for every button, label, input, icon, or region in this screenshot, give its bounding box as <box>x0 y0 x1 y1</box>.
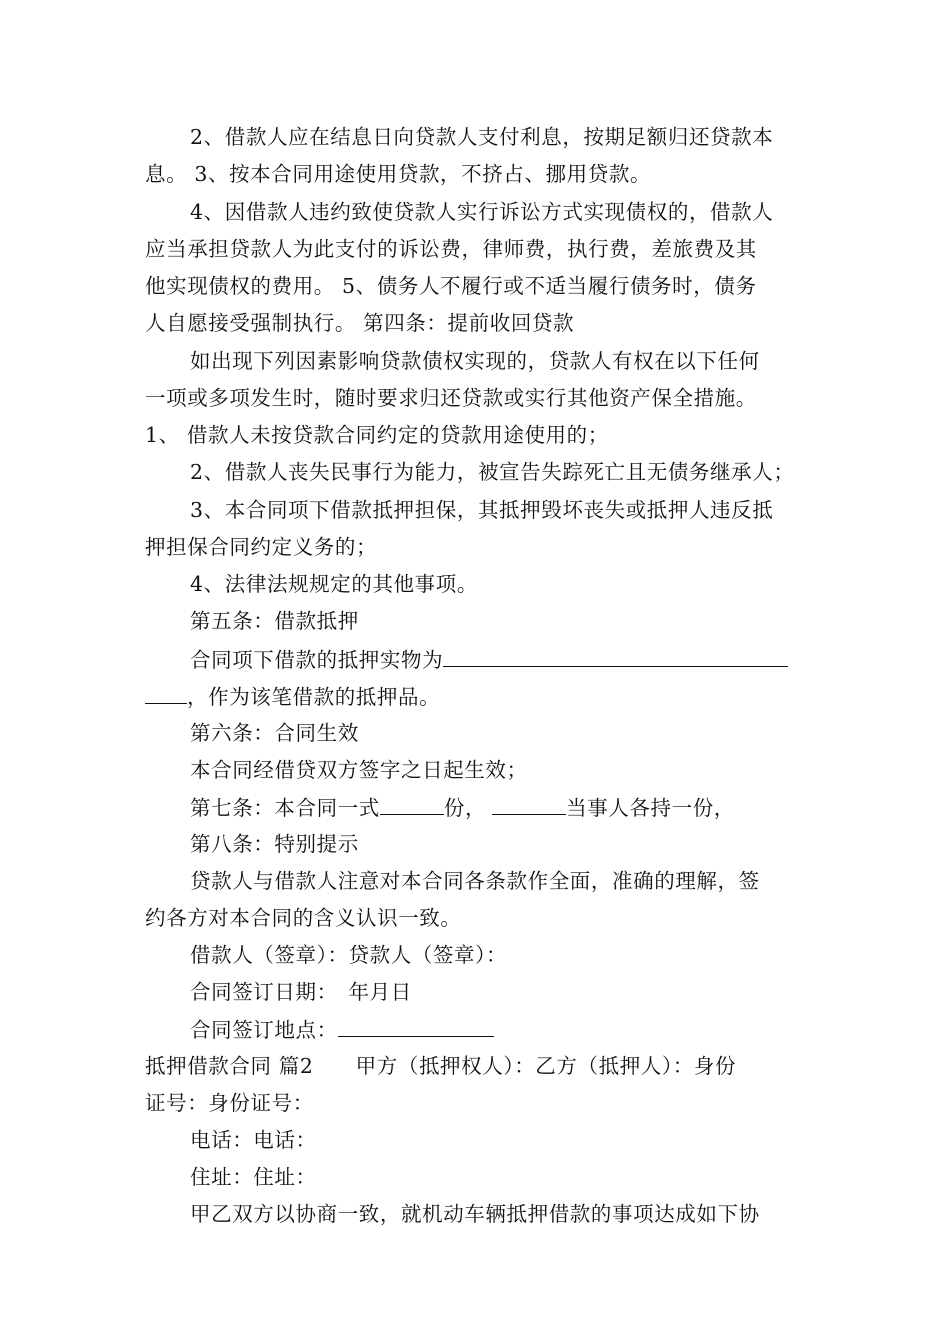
blank-underline <box>338 1014 494 1037</box>
text-line: 3、本合同项下借款抵押担保，其抵押毁坏丧失或抵押人违反抵 <box>190 498 774 522</box>
text-line: 押担保合同约定义务的； <box>145 535 378 559</box>
text-segment: 合同项下借款的抵押实物为 <box>190 648 444 672</box>
text-line: 息。 3、按本合同用途使用贷款，不挤占、挪用贷款。 <box>145 162 652 186</box>
text-line: 2、借款人应在结息日向贷款人支付利息，按期足额归还贷款本 <box>190 125 774 149</box>
signature-line: 借款人（签章）：贷款人（签章）： <box>190 943 508 967</box>
text-line: 应当承担贷款人为此支付的诉讼费，律师费，执行费，差旅费及其 <box>145 237 757 261</box>
section-heading: 第八条：特别提示 <box>190 832 359 856</box>
text-line: 甲乙双方以协商一致，就机动车辆抵押借款的事项达成如下协 <box>190 1202 760 1226</box>
contract-title-line: 抵押借款合同 篇2 甲方（抵押权人）：乙方（抵押人）：身份 <box>145 1054 737 1078</box>
section-heading: 第五条：借款抵押 <box>190 609 359 633</box>
place-line <box>190 1014 860 1045</box>
text-line: 4、法律法规规定的其他事项。 <box>190 572 478 596</box>
text-line: 证号：身份证号： <box>145 1091 314 1115</box>
blank-underline <box>443 644 788 667</box>
text-line: 1、 借款人未按贷款合同约定的贷款用途使用的； <box>145 423 609 447</box>
collateral-line-continued <box>145 681 815 712</box>
text-line: 4、因借款人违约致使贷款人实行诉讼方式实现债权的，借款人 <box>190 200 774 224</box>
collateral-line <box>190 644 860 675</box>
text-line: 人自愿接受强制执行。 第四条：提前收回贷款 <box>145 311 575 335</box>
text-segment: ，作为该笔借款的抵押品。 <box>187 685 441 709</box>
date-line: 合同签订日期： 年月日 <box>190 980 412 1004</box>
section-heading: 第六条：合同生效 <box>190 721 359 745</box>
text-segment: 份， <box>443 796 487 820</box>
text-line: 2、借款人丧失民事行为能力，被宣告失踪死亡且无债务继承人； <box>190 460 795 484</box>
text-segment: 合同签订地点： <box>190 1018 338 1042</box>
text-segment: 第七条：本合同一式 <box>190 796 380 820</box>
text-line: 本合同经借贷双方签字之日起生效； <box>190 758 528 782</box>
text-line: 贷款人与借款人注意对本合同各条款作全面，准确的理解，签 <box>190 869 760 893</box>
text-line: 一项或多项发生时，随时要求归还贷款或实行其他资产保全措施。 <box>145 386 757 410</box>
blank-underline <box>492 792 566 815</box>
text-line: 他实现债权的费用。 5、债务人不履行或不适当履行债务时，债务 <box>145 274 757 298</box>
text-line: 电话：电话： <box>190 1128 317 1152</box>
blank-underline <box>145 681 187 704</box>
blank-underline <box>380 792 444 815</box>
text-line: 如出现下列因素影响贷款债权实现的，贷款人有权在以下任何 <box>190 349 760 373</box>
text-line: 住址：住址： <box>190 1165 317 1189</box>
copies-line <box>190 792 860 823</box>
text-line: 约各方对本合同的含义认识一致。 <box>145 906 462 930</box>
text-segment: 当事人各持一份， <box>566 796 735 820</box>
